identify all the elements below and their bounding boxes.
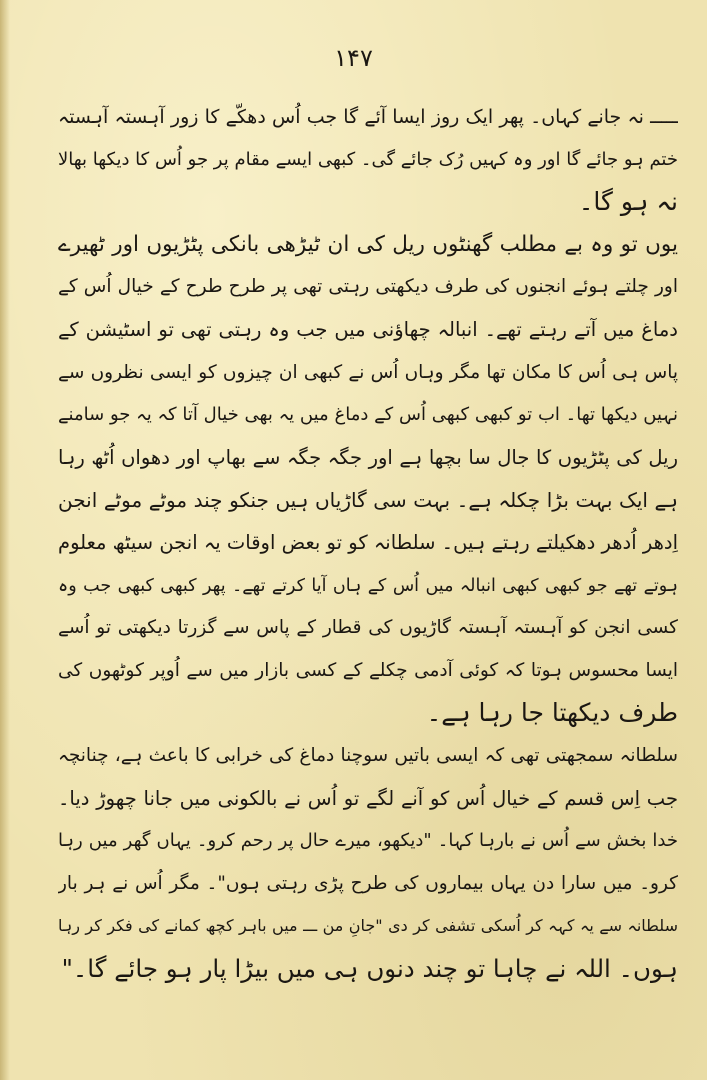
text-line: جب اِس قسم کے خیال اُس کو آنے لگے تو اُس نے بالکونی میں جانا چھوڑ دیا۔ (58, 786, 678, 810)
text-line: ہوتے تھے جو کبھی کبھی انبالہ میں اُس کے ہاں آیا کرتے تھے۔ پھر کبھی کبھی جب وہ (58, 575, 678, 596)
text-line: کرو۔ میں سارا دن یہاں بیماروں کی طرح پڑی رہتی ہوں"۔ مگر اُس نے ہر بار (58, 872, 678, 894)
text-line: اور چلتے ہوئے انجنوں کی طرف دیکھتی رہتی تھی پر طرح طرح کے خیال اُس کے (58, 276, 678, 298)
text-line: خدا بخش سے اُس نے بارہا کہا۔ "دیکھو، میرے حال پر رحم کرو۔ یہاں گھر میں رہا (58, 830, 678, 852)
text-line: یوں تو وہ بے مطلب گھنٹوں ریل کی ان ٹیڑھی بانکی پٹڑیوں اور ٹھیرے (58, 231, 678, 257)
text-line: دماغ میں آتے رہتے تھے۔ انبالہ چھاؤنی میں جب وہ رہتی تھی تو اسٹیشن کے (58, 317, 678, 341)
text-line: اِدھر اُدھر دھکیلتے رہتے ہیں۔ سلطانہ کو تو بعض اوقات یہ انجن سیٹھ معلوم (58, 530, 678, 554)
text-line: کسی انجن کو آہستہ آہستہ گاڑیوں کی قطار کے پاس سے گزرتا دیکھتی تو اُسے (58, 617, 678, 639)
page-number: ۱۴۷ (334, 44, 373, 72)
text-line: پاس ہی اُس کا مکان تھا مگر وہاں اُس نے کبھی ان چیزوں کو ایسی نظروں سے (58, 361, 678, 383)
text-line: ـــــ نہ جانے کہاں۔ پھر ایک روز ایسا آئے گا جب اُس دھکّے کا زور آہستہ آہستہ (58, 106, 678, 128)
text-line: سلطانہ سے یہ کہہ کر اُسکی تشفی کر دی "جانِ من ـــ میں باہر کچھ کمانے کی فکر کر رہا (58, 916, 678, 936)
text-line: سلطانہ سمجھتی تھی کہ ایسی باتیں سوچنا دماغ کی خرابی کا باعث ہے، چنانچہ (58, 744, 678, 766)
text-line: ہے ایک بہت بڑا چکلہ ہے۔ بہت سی گاڑیاں ہیں جنکو چند موٹے موٹے انجن (58, 488, 678, 513)
text-line: ریل کی پٹڑیوں کا جال سا بچھا ہے اور جگہ جگہ سے بھاپ اور دھواں اُٹھ رہا (58, 445, 678, 469)
text-line: ختم ہو جائے گا اور وہ کہیں رُک جائے گی۔ کبھی ایسے مقام پر جو اُس کا دیکھا بھالا (58, 148, 678, 170)
page-body-text (58, 96, 678, 990)
page-binding-edge (0, 0, 10, 1080)
text-line: طرف دیکھتا جا رہا ہے۔ (426, 698, 678, 728)
text-line: نہیں دیکھا تھا۔ اب تو کبھی کبھی اُس کے دماغ میں یہ بھی خیال آتا کہ یہ جو سامنے (58, 404, 678, 426)
text-line: نہ ہو گا۔ (578, 187, 678, 217)
text-line: ایسا محسوس ہوتا کہ کوئی آدمی چکلے کے کسی بازار میں سے اُوپر کوٹھوں کی (58, 659, 678, 681)
text-line: ہوں۔ اللہ نے چاہا تو چند دنوں ہی میں بیڑا پار ہو جائے گا۔" (61, 953, 678, 983)
